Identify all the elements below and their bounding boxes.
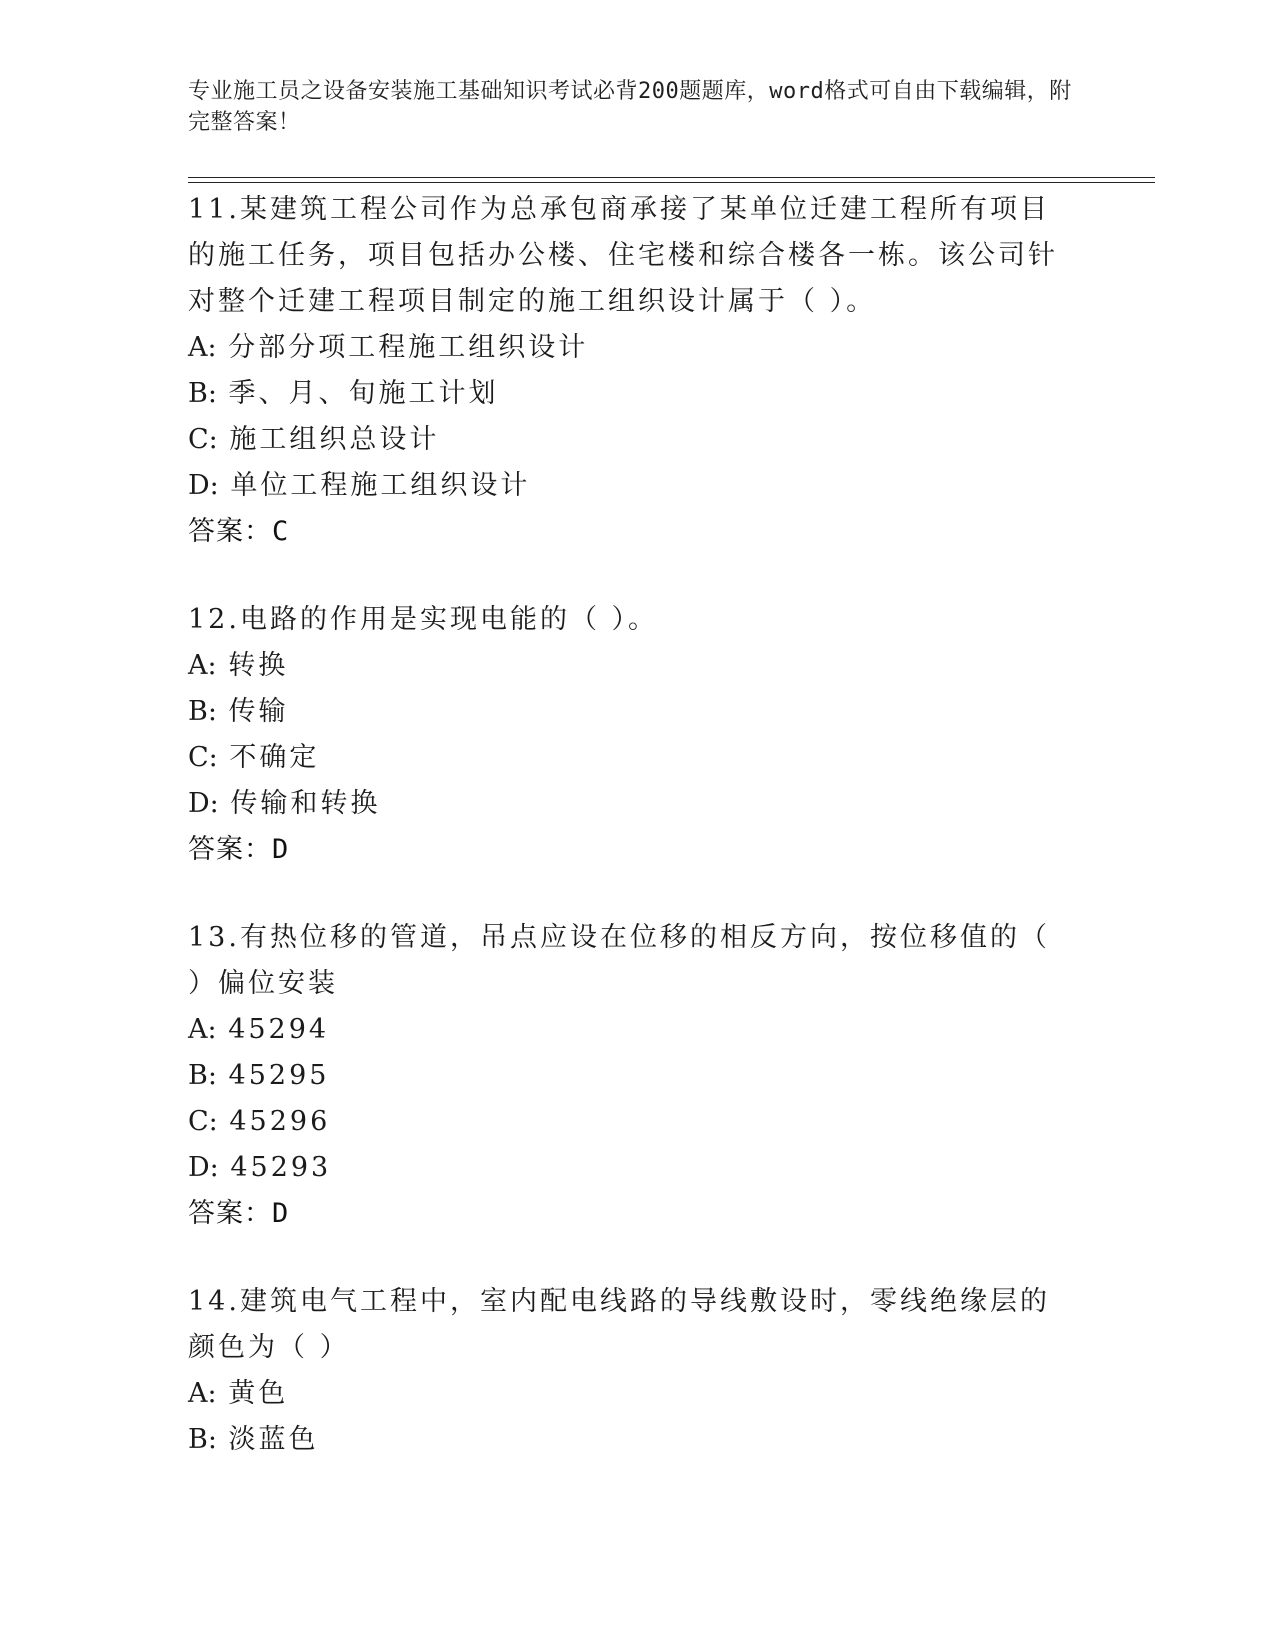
option-letter: A: xyxy=(188,1378,217,1409)
option-a xyxy=(188,643,1068,689)
option-text: 季、月、旬施工计划 xyxy=(228,378,499,409)
option-c xyxy=(188,417,1068,463)
option-a xyxy=(188,325,1068,371)
question-text: 11.某建筑工程公司作为总承包商承接了某单位迁建工程所有项目的施工任务，项目包括办公楼、住宅楼和综合楼各一栋。该公司针对整个迁建工程项目制定的施工组织设计属于（ ）。 xyxy=(188,194,1058,317)
answer-label: 答案： xyxy=(188,516,272,547)
option-a xyxy=(188,1007,1068,1053)
option-letter: B: xyxy=(188,1424,217,1455)
answer-line xyxy=(188,1191,1068,1237)
option-text: 45294 xyxy=(228,1014,330,1045)
option-d xyxy=(188,463,1068,509)
option-b xyxy=(188,689,1068,735)
option-text: 施工组织总设计 xyxy=(229,424,440,455)
option-text: 黄色 xyxy=(228,1378,289,1409)
option-letter: A: xyxy=(188,650,217,681)
option-text: 45295 xyxy=(228,1060,330,1091)
option-b xyxy=(188,1417,1068,1463)
option-letter: B: xyxy=(188,696,217,727)
option-letter: A: xyxy=(188,332,217,363)
answer-label: 答案： xyxy=(188,834,272,865)
option-letter: D: xyxy=(188,1152,219,1183)
option-letter: C: xyxy=(188,742,218,773)
option-text: 淡蓝色 xyxy=(228,1424,319,1455)
option-d xyxy=(188,781,1068,827)
option-c xyxy=(188,1099,1068,1145)
option-text: 不确定 xyxy=(229,742,320,773)
question-12 xyxy=(188,597,1068,873)
option-letter: B: xyxy=(188,1060,217,1091)
option-text: 传输和转换 xyxy=(230,788,381,819)
question-text: 13.有热位移的管道，吊点应设在位移的相反方向，按位移值的（ ）偏位安装 xyxy=(188,922,1050,999)
option-text: 转换 xyxy=(228,650,289,681)
question-text: 12.电路的作用是实现电能的（ ）。 xyxy=(188,604,659,635)
option-text: 传输 xyxy=(228,696,289,727)
answer-value: D xyxy=(272,834,290,865)
option-text: 分部分项工程施工组织设计 xyxy=(228,332,589,363)
answer-value: D xyxy=(272,1198,290,1229)
answer-value: C xyxy=(272,516,290,547)
question-13 xyxy=(188,915,1068,1237)
question-14 xyxy=(188,1279,1068,1463)
option-b xyxy=(188,371,1068,417)
question-11 xyxy=(188,187,1068,555)
document-header-title: 专业施工员之设备安装施工基础知识考试必背200题题库，word格式可自由下载编辑，附完整答案！ xyxy=(188,79,1072,135)
option-letter: A: xyxy=(188,1014,217,1045)
option-d xyxy=(188,1145,1068,1191)
option-b xyxy=(188,1053,1068,1099)
option-a xyxy=(188,1371,1068,1417)
option-letter: C: xyxy=(188,1106,218,1137)
option-text: 单位工程施工组织设计 xyxy=(230,470,531,501)
question-text: 14.建筑电气工程中，室内配电线路的导线敷设时，零线绝缘层的颜色为（ ） xyxy=(188,1286,1050,1363)
option-letter: D: xyxy=(188,788,219,819)
option-letter: B: xyxy=(188,378,217,409)
option-letter: C: xyxy=(188,424,218,455)
option-text: 45296 xyxy=(229,1106,331,1137)
option-text: 45293 xyxy=(230,1152,332,1183)
header-divider-bottom xyxy=(188,182,1155,183)
answer-label: 答案： xyxy=(188,1198,272,1229)
option-letter: D: xyxy=(188,470,219,501)
answer-line xyxy=(188,827,1068,873)
answer-line xyxy=(188,509,1068,555)
option-c xyxy=(188,735,1068,781)
header-divider-top xyxy=(188,177,1155,178)
